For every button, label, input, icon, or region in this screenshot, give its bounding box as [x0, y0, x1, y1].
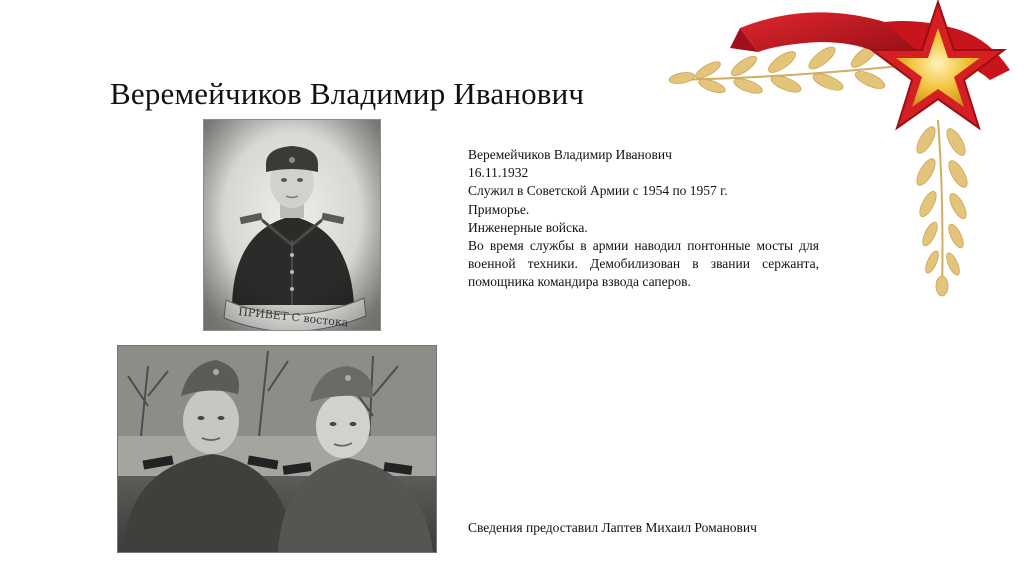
portrait-photo [203, 119, 381, 331]
red-star-ribbon-laurel-icon [660, 0, 1024, 300]
group-photo [117, 345, 437, 553]
slide-title: Веремейчиков Владимир Иванович [110, 76, 585, 111]
bio-line-branch: Инженерные войска. [468, 219, 588, 235]
credit-line: Сведения предоставил Лаптев Михаил Романович [468, 520, 757, 535]
portrait-photo-image [204, 120, 380, 330]
bio-line-birthdate: 16.11.1932 [468, 165, 529, 181]
bio-line-name: Веремейчиков Владимир Иванович [468, 147, 672, 162]
bio-paragraph: Во время службы в армии наводил понтонные мосты для военной техники. Демобилизован в звании сержанта, помощника командира взвода саперов. [468, 238, 819, 290]
bio-line-region: Приморье. [468, 201, 530, 217]
group-photo-image [118, 346, 436, 552]
bio-line-service: Служил в Советской Армии с 1954 по 1957 г. [468, 183, 728, 199]
